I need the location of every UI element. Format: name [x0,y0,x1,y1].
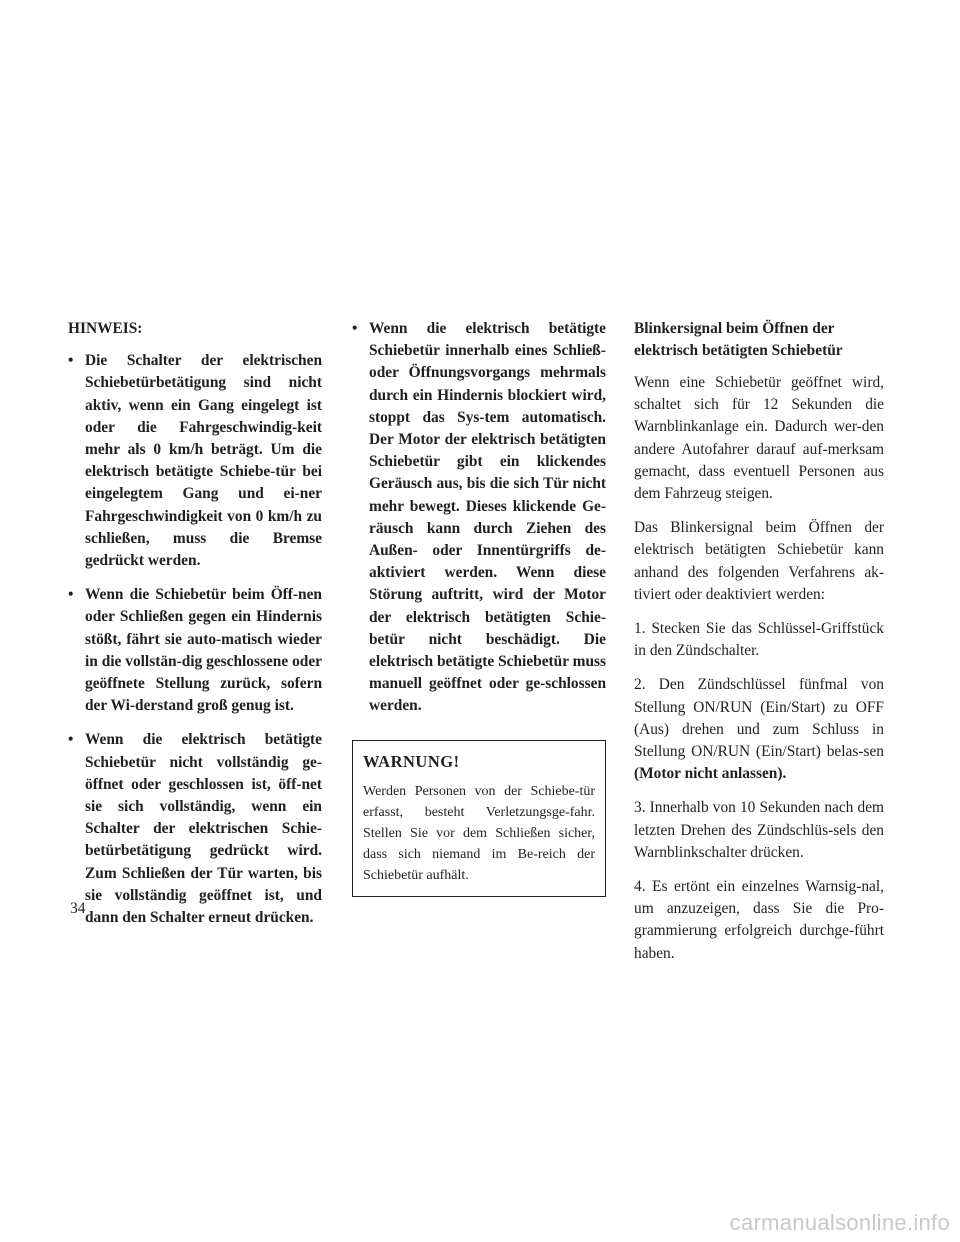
warning-text: Werden Personen von der Schiebe-tür erfasst, besteht Verletzungsge-fahr. Stellen Sie vor dem Schließen sicher, dass sich niemand im Be-reich der Schiebetür aufhält. [363,783,595,883]
bullet-item [352,318,606,718]
watermark: carmanualsonline.info [729,1210,950,1235]
step-4: 4. Es ertönt ein einzelnes Warnsig-nal, um anzuzeigen, dass Sie die Pro-grammierung erfolgreich durchge-führt haben. [634,878,884,962]
section-heading: Blinkersignal beim Öffnen der elektrisch betätigten Schiebetür [634,320,843,359]
bullet-icon: • [68,352,74,370]
column-middle [352,318,606,897]
note-bullet-list [68,350,322,929]
step-1: 1. Stecken Sie das Schlüssel-Griffstück in den Zündschalter. [634,620,884,660]
bullet-text: Die Schalter der elektrischen Schiebetürbetätigung sind nicht aktiv, wenn ein Gang eingelegt ist oder die Fahrgeschwindig-keit mehr als 0 km/h beträgt. Um die elektrisch betätigte Schiebe-tür bei eingelegtem Gang und ei-ner Fahrgeschwindigkeit von 0 km/h zu schließen, muss die Bremse gedrückt werden. [85,352,322,570]
step-2-bold: (Motor nicht anlassen). [634,765,787,783]
page-number: 34 [70,900,86,917]
step-3: 3. Innerhalb von 10 Sekunden nach dem letzten Drehen des Zündschlüs-sels den Warnblinkschalter drücken. [634,799,884,861]
bullet-icon: • [352,320,358,337]
column-left [68,318,322,941]
column-right [634,318,884,977]
note-bullet-list-continued [352,318,606,718]
bullet-item [68,584,322,717]
bullet-item [68,729,322,929]
bullet-text: Wenn die elektrisch betätigte Schiebetür innerhalb eines Schließ- oder Öffnungsvorgangs mehrmals durch ein Hindernis blockiert wird, stoppt das Sys-tem automatisch. Der Motor der elektrisch betätigten Schiebetür gibt ein klickendes Geräusch aus, bis die sich Tür nicht mehr bewegt. Dieses klickende Ge-räusch kann durch Ziehen des Außen- oder Innentürgriffs de-aktiviert werden. Wenn diese Störung auftritt, wird der Motor der elektrisch betätigten Schie-betür nicht beschädigt. Die elektrisch betätigte Schiebetür muss manuell geöffnet oder ge-schlossen werden. [369,320,606,715]
bullet-text: Wenn die elektrisch betätigte Schiebetür nicht vollständig ge-öffnet oder geschlossen ist, öff-net sie sich vollständig, wenn ein Schalter der elektrischen Schie-betürbetätigung gedrückt wird. Zum Schließen der Tür warten, bis sie vollständig geöffnet ist, und dann den Schalter erneut drücken. [85,731,322,927]
bullet-icon: • [68,731,74,749]
step-2-text: 2. Den Zündschlüssel fünfmal von Stellung ON/RUN (Ein/Start) zu OFF (Aus) drehen und zum Schluss in Stellung ON/RUN (Ein/Start) belas-sen [634,676,884,761]
warning-title: WARNUNG! [363,751,460,771]
warning-box [352,740,606,897]
paragraph: Das Blinkersignal beim Öffnen der elektrisch betätigten Schiebetür kann anhand des folgenden Verfahrens ak-tiviert oder deaktiviert werden: [634,519,884,603]
step-2 [634,674,884,785]
bullet-item [68,350,322,572]
paragraph: Wenn eine Schiebetür geöffnet wird, schaltet sich für 12 Sekunden die Warnblinkanlage ein. Dadurch wer-den andere Autofahrer darauf auf-merksam gemacht, dass eventuell Personen aus dem Fahrzeug steigen. [634,374,884,503]
bullet-text: Wenn die Schiebetür beim Öff-nen oder Schließen gegen ein Hindernis stößt, fährt sie auto-matisch wieder in die vollstän-dig geschlossene oder geöffnete Stellung zurück, sofern der Wi-derstand groß genug ist. [85,586,322,715]
note-heading: HINWEIS: [68,320,143,337]
bullet-icon: • [68,586,74,604]
